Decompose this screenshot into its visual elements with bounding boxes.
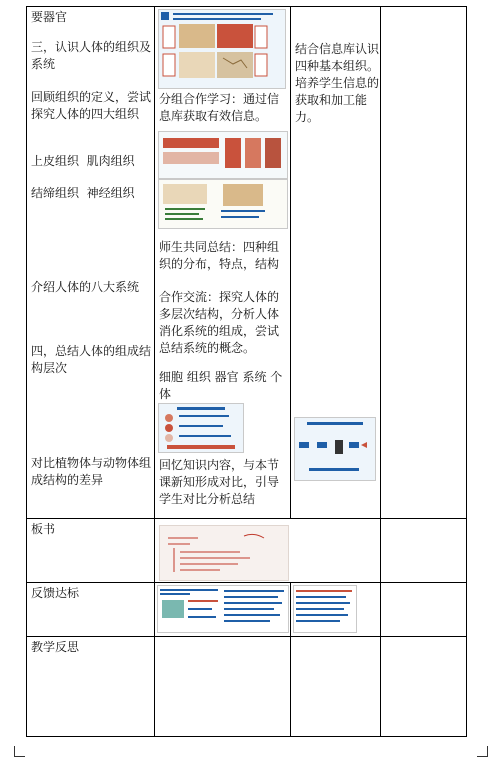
- intent-text: 结合信息库认识四种基本组织。培养学生信息的获取和加工能力。: [295, 42, 380, 124]
- content-cell: [27, 7, 155, 519]
- hierarchy-slide-thumbnail: [158, 403, 244, 453]
- reflection-cell-3: [291, 637, 381, 737]
- recall-text: 回忆知识内容，与本节课新知形成对比，引导学生对比分析总结: [159, 458, 280, 506]
- hierarchy-text: 细胞 组织 器官 系统 个体: [159, 370, 283, 401]
- section3-title: 三，认识人体的组织及系统: [31, 40, 152, 71]
- tissue-slide-graphic: [159, 10, 285, 88]
- feedback-slide-cell: [155, 583, 291, 637]
- tissues-line-b: 结缔组织 神经组织: [31, 186, 135, 200]
- feedback-slide-graphic: [158, 586, 288, 632]
- board-image-cell: [155, 519, 381, 583]
- plant-structure-graphic: [295, 418, 375, 480]
- blackboard-writing-graphic: [160, 526, 288, 580]
- reflection-label-cell: [27, 637, 155, 737]
- tissue-table-thumbnail: [158, 179, 288, 229]
- corner-mark-br: [477, 746, 488, 757]
- feedback-label: 反馈达标: [31, 586, 80, 600]
- activity-cell: [155, 7, 291, 519]
- hierarchy-slide-graphic: [159, 404, 243, 452]
- feedback-empty-cell: [381, 583, 467, 637]
- feedback-answer-thumbnail: [293, 585, 357, 633]
- section4-title: 四，总结人体的组成结构层次: [31, 344, 152, 375]
- reflection-label: 教学反思: [31, 640, 80, 654]
- feedback-slide-thumbnail: [157, 585, 289, 633]
- feedback-answer-cell: [291, 583, 381, 637]
- review-text: 回顾组织的定义，尝试探究人体的四大组织: [31, 90, 152, 121]
- reflection-cell-4: [381, 637, 467, 737]
- tissue-table-graphic: [159, 180, 287, 228]
- cooperation-text: 合作交流：探究人体的多层次结构，分析人体消化系统的组成，尝试总结系统的概念。: [159, 290, 280, 355]
- intent-cell: [291, 7, 381, 519]
- blackboard-photo: [159, 525, 289, 581]
- tissue-compare-thumbnail: [158, 131, 288, 179]
- board-label-cell: [27, 519, 155, 583]
- table-row: [27, 7, 467, 519]
- board-empty-cell: [381, 519, 467, 583]
- feedback-answer-graphic: [294, 586, 356, 632]
- group-study-text: 分组合作学习：通过信息库获取有效信息。: [159, 92, 280, 123]
- corner-mark-bl: [14, 746, 25, 757]
- table-row: [27, 583, 467, 637]
- lesson-table: [26, 6, 467, 737]
- organs-text: 要器官: [31, 10, 68, 24]
- board-label: 板书: [31, 522, 56, 536]
- tissue-compare-graphic: [159, 132, 287, 178]
- note-cell: [381, 7, 467, 519]
- table-row: [27, 519, 467, 583]
- tissues-line-a: 上皮组织 肌肉组织: [31, 154, 135, 168]
- teacher-summary-text: 师生共同总结：四种组织的分布，特点，结构: [159, 240, 280, 271]
- plant-structure-thumbnail: [294, 417, 376, 481]
- compare-text: 对比植物体与动物体组成结构的差异: [31, 456, 152, 487]
- eight-systems-text: 介绍人体的八大系统: [31, 280, 140, 294]
- reflection-cell-2: [155, 637, 291, 737]
- feedback-label-cell: [27, 583, 155, 637]
- table-row: [27, 637, 467, 737]
- tissue-slide-thumbnail: [158, 9, 286, 89]
